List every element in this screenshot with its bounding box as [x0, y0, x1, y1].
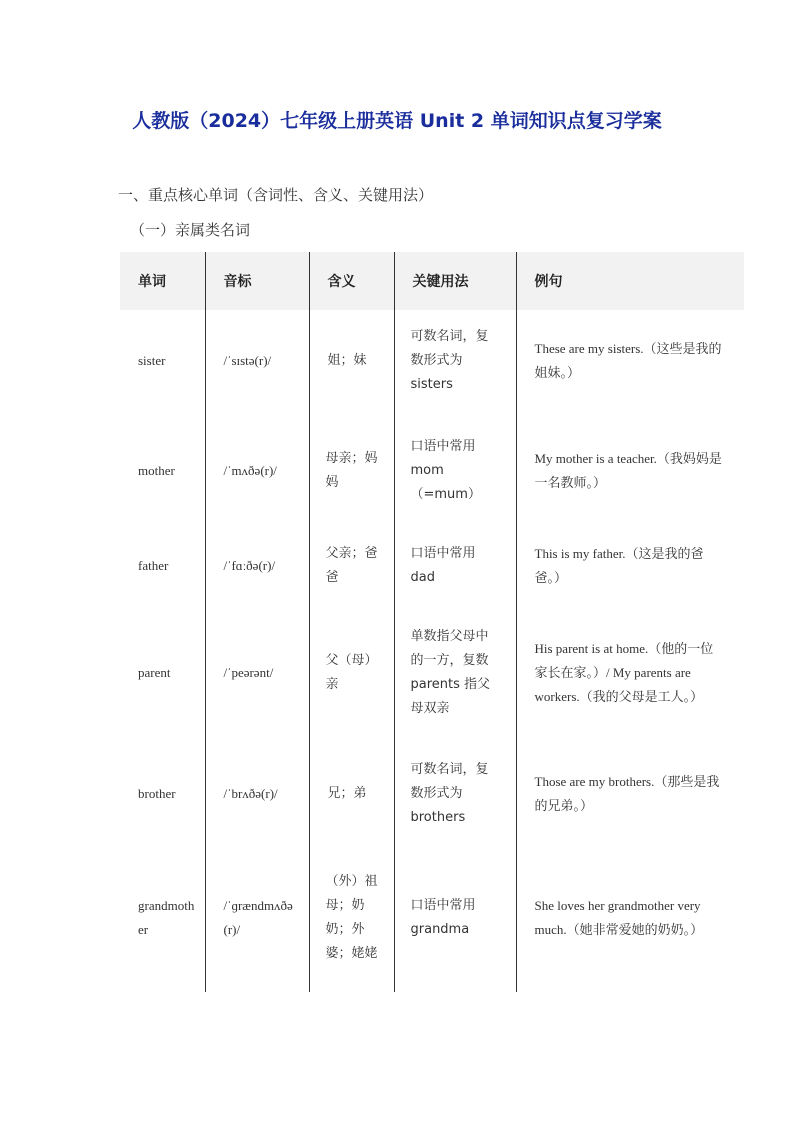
meaning-cell: 母亲；妈妈 — [309, 412, 394, 530]
phonetic-cell: /ˈɡrændmʌðə(r)/ — [205, 844, 309, 992]
example-cell: My mother is a teacher.（我妈妈是一名教师。） — [516, 412, 744, 530]
table-row — [120, 310, 744, 412]
meaning-cell: 父（母）亲 — [309, 602, 394, 744]
example-cell: These are my sisters.（这些是我的姐妹。） — [516, 310, 744, 412]
table-row — [120, 744, 744, 844]
table-row — [120, 412, 744, 530]
header-phonetic: 音标 — [205, 252, 309, 310]
table-row — [120, 602, 744, 744]
usage-cell: 单数指父母中的一方，复数 parents 指父母双亲 — [394, 602, 516, 744]
meaning-cell: 父亲；爸爸 — [309, 530, 394, 602]
subsection-heading: （一）亲属类名词 — [130, 221, 251, 239]
word-cell: father — [138, 558, 169, 573]
usage-cell: 可数名词，复数形式为 sisters — [394, 310, 516, 412]
header-usage: 关键用法 — [394, 252, 516, 310]
example-cell: This is my father.（这是我的爸爸。） — [516, 530, 744, 602]
phonetic-cell: /ˈfɑːðə(r)/ — [205, 530, 309, 602]
word-cell: brother — [138, 786, 176, 801]
vocabulary-table — [120, 252, 744, 992]
header-example: 例句 — [516, 252, 744, 310]
word-cell: grandmother — [138, 898, 195, 937]
usage-cell: 可数名词，复数形式为 brothers — [394, 744, 516, 844]
word-cell: parent — [138, 665, 171, 680]
usage-cell: 口语中常用 grandma — [394, 844, 516, 992]
document-title: 人教版（2024）七年级上册英语 Unit 2 单词知识点复习学案 — [132, 110, 662, 132]
word-cell: mother — [138, 463, 175, 478]
usage-cell: 口语中常用 mom（=mum） — [394, 412, 516, 530]
meaning-cell: 兄；弟 — [309, 744, 394, 844]
example-cell: Those are my brothers.（那些是我的兄弟。） — [516, 744, 744, 844]
example-cell: She loves her grandmother very much.（她非常爱她的奶奶。） — [516, 844, 744, 992]
header-word: 单词 — [120, 252, 205, 310]
header-meaning: 含义 — [309, 252, 394, 310]
meaning-cell: 姐；妹 — [309, 310, 394, 412]
phonetic-cell: /ˈbrʌðə(r)/ — [205, 744, 309, 844]
meaning-cell: （外）祖母；奶奶；外婆；姥姥 — [309, 844, 394, 992]
table-header-row — [120, 252, 744, 310]
phonetic-cell: /ˈpeərənt/ — [205, 602, 309, 744]
section-heading: 一、重点核心单词（含词性、含义、关键用法） — [118, 186, 434, 204]
word-cell: sister — [138, 353, 166, 368]
phonetic-cell: /ˈsɪstə(r)/ — [205, 310, 309, 412]
table-row — [120, 530, 744, 602]
example-cell: His parent is at home.（他的一位家长在家。）/ My parents are workers.（我的父母是工人。） — [516, 602, 744, 744]
phonetic-cell: /ˈmʌðə(r)/ — [205, 412, 309, 530]
table-row — [120, 844, 744, 992]
usage-cell: 口语中常用 dad — [394, 530, 516, 602]
